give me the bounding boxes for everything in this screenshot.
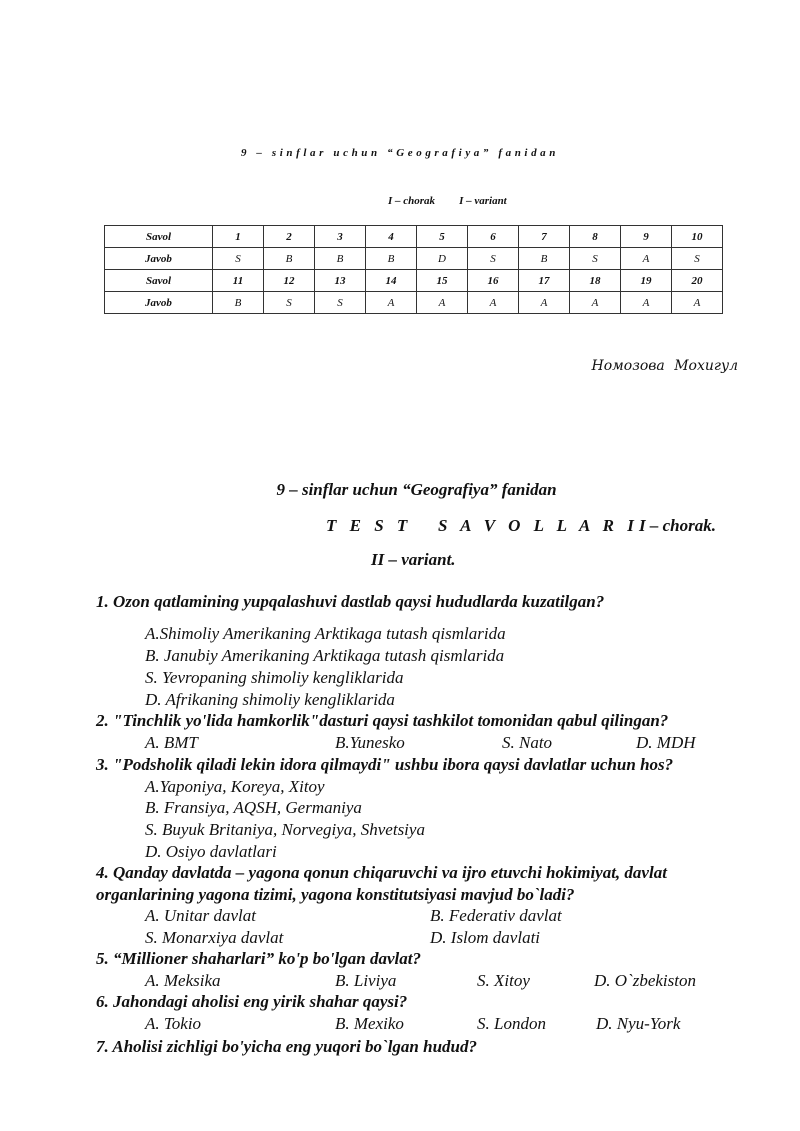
author-name: Номозова Мохигул [591,358,738,374]
question-4-line-2: organlarining yagona tizimi, yagona konstitutsiyasi mavjud bo`ladi? [96,885,575,904]
q1-option-a: A.Shimoliy Amerikaning Arktikaga tutash qismlarida [145,624,506,643]
table-cell: 18 [570,270,621,292]
table-cell: A [366,292,417,314]
table-cell: B [213,292,264,314]
question-7: 7. Aholisi zichligi bo'yicha eng yuqori bo`lgan hudud? [96,1037,477,1056]
table-cell: B [315,248,366,270]
table-cell: A [570,292,621,314]
question-5: 5. “Millioner shaharlari” ko'p bo'lgan davlat? [96,949,421,968]
header-chorak: I – chorak [388,195,436,207]
table-row [105,270,723,292]
table-cell: 9 [621,226,672,248]
q4-option-a: A. Unitar davlat [145,906,256,925]
table-cell: B [519,248,570,270]
question-2: 2. "Tinchlik yo'lida hamkorlik"dasturi qaysi tashkilot tomonidan qabul qilingan? [96,711,669,730]
section-title: 9 – sinflar uchun “Geografiya” fanidan [276,480,557,499]
table-cell: S [213,248,264,270]
table-cell: A [468,292,519,314]
q5-option-b: B. Liviya [335,971,397,990]
answer-key-table [104,225,723,314]
table-cell: 20 [672,270,723,292]
q6-option-a: A. Tokio [145,1014,202,1033]
q6-option-s: S. London [477,1014,546,1033]
table-row-label: Javob [105,248,213,270]
q3-option-b: B. Fransiya, AQSH, Germaniya [145,798,362,817]
question-6: 6. Jahondagi aholisi eng yirik shahar qaysi? [96,992,408,1011]
q5-option-a: A. Meksika [145,971,221,990]
q3-option-d: D. Osiyo davlatlari [145,842,277,861]
question-3: 3. "Podsholik qiladi lekin idora qilmaydi" ushbu ibora qaysi davlatlar uchun hos? [96,755,674,774]
table-cell: B [366,248,417,270]
table-cell: 6 [468,226,519,248]
question-4-line-1: 4. Qanday davlatda – yagona qonun chiqaruvchi va ijro etuvchi hokimiyat, davlat [96,863,667,882]
table-cell: 7 [519,226,570,248]
table-cell: S [468,248,519,270]
table-cell: 5 [417,226,468,248]
table-cell: 4 [366,226,417,248]
table-cell: 12 [264,270,315,292]
table-cell: S [264,292,315,314]
q1-option-s: S. Yevropaning shimoliy kengliklarida [145,668,404,687]
q5-option-s: S. Xitoy [477,971,530,990]
table-cell: 13 [315,270,366,292]
q6-option-b: B. Mexiko [335,1014,404,1033]
table-row [105,226,723,248]
question-1: 1. Ozon qatlamining yupqalashuvi dastlab qaysi hududlarda kuzatilgan? [96,592,605,611]
table-cell: 2 [264,226,315,248]
table-cell: 3 [315,226,366,248]
table-cell: B [264,248,315,270]
table-row [105,248,723,270]
header-title: 9 – sinflar uchun “Geografiya” fanidan [240,147,560,159]
table-cell: 16 [468,270,519,292]
table-cell: D [417,248,468,270]
table-cell: S [315,292,366,314]
table-cell: A [672,292,723,314]
q2-option-s: S. Nato [502,733,553,752]
q3-option-a: A.Yaponiya, Koreya, Xitoy [145,777,325,796]
table-cell: 1 [213,226,264,248]
q2-option-d: D. MDH [636,733,696,752]
q1-option-b: B. Janubiy Amerikaning Arktikaga tutash qismlarida [145,646,505,665]
table-cell: 17 [519,270,570,292]
table-cell: 19 [621,270,672,292]
table-row [105,292,723,314]
q4-option-d: D. Islom davlati [430,928,541,947]
header-variant-line [388,195,507,207]
section-variant: II – variant. [371,550,456,569]
table-cell: A [621,292,672,314]
q1-option-d: D. Afrikaning shimoliy kengliklarida [145,690,395,709]
table-cell: 10 [672,226,723,248]
test-heading: T E S T S A V O L L A R I [326,516,639,535]
q6-option-d: D. Nyu-York [596,1014,681,1033]
q3-option-s: S. Buyuk Britaniya, Norvegiya, Shvetsiya [145,820,425,839]
table-cell: A [621,248,672,270]
q4-option-s: S. Monarxiya davlat [145,928,284,947]
table-row-label: Javob [105,292,213,314]
q4-option-b: B. Federativ davlat [430,906,562,925]
q2-option-a: A. BMT [145,733,198,752]
table-cell: A [519,292,570,314]
q5-option-d: D. O`zbekiston [594,971,696,990]
table-row-label: Savol [105,226,213,248]
table-row-label: Savol [105,270,213,292]
header-variant: I – variant [459,195,507,207]
table-cell: 11 [213,270,264,292]
table-cell: 15 [417,270,468,292]
table-cell: S [672,248,723,270]
section-chorak: I – chorak. [639,516,716,535]
table-cell: 8 [570,226,621,248]
table-cell: 14 [366,270,417,292]
table-cell: S [570,248,621,270]
table-cell: A [417,292,468,314]
q2-option-b: B.Yunesko [335,733,405,752]
